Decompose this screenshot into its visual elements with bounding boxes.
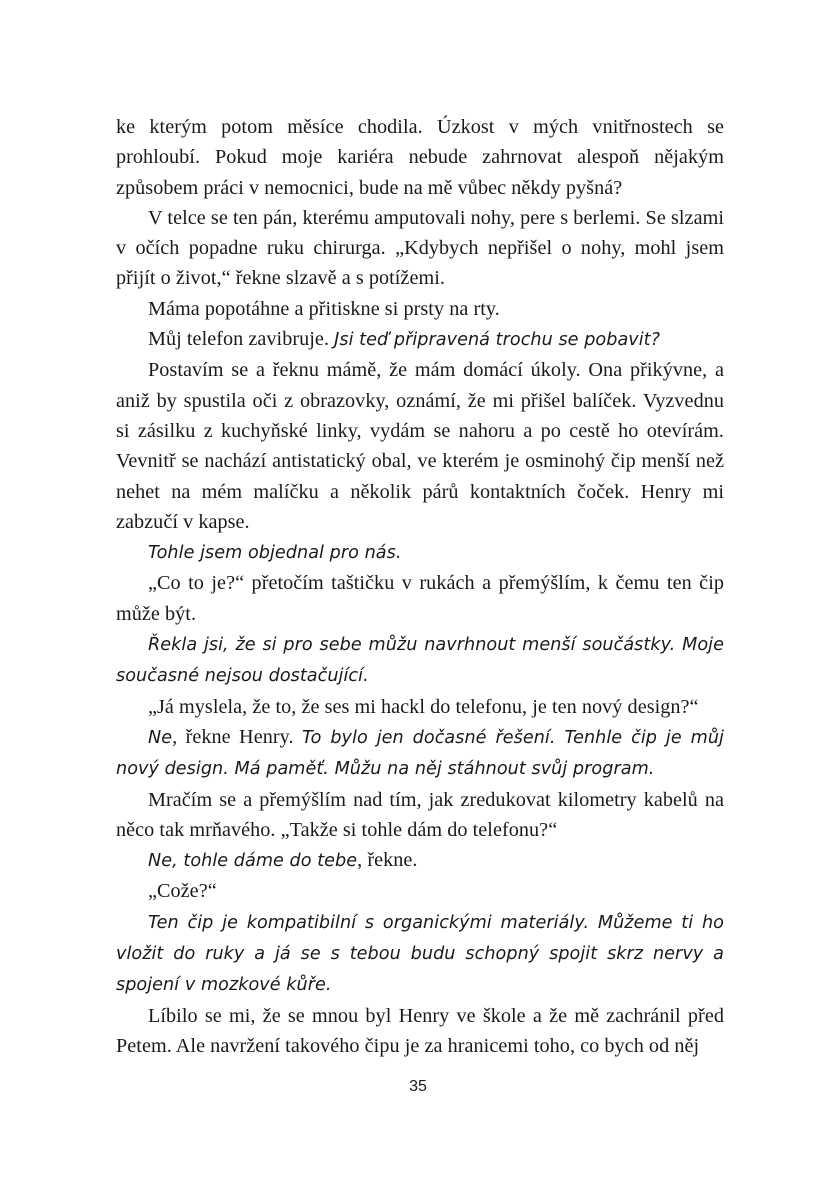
- paragraph-6: [116, 537, 724, 568]
- paragraph-13: [116, 876, 724, 906]
- paragraph-14: [116, 907, 724, 1001]
- italic-text-segment: Jsi teď připravená trochu se pobavit?: [334, 330, 661, 351]
- text-segment: Mračím se a přemýšlím nad tím, jak zredukovat kilometry kabelů na něco tak mrňavého. „Takže si tohle dám do telefonu?“: [116, 788, 724, 841]
- paragraph-1: [116, 112, 724, 203]
- text-segment: Máma popotáhne a přitiskne si prsty na rty.: [148, 297, 500, 320]
- text-segment: „Já myslela, že to, že ses mi hackl do telefonu, je ten nový design?“: [148, 695, 699, 718]
- text-segment: Můj telefon zavibruje.: [148, 328, 335, 351]
- paragraph-15: [116, 1001, 724, 1062]
- italic-text-segment: Ten čip je kompatibilní s organickými materiály. Můžeme ti ho vložit do ruky a já se s tebou budu schopný spojit skrz nervy a spojení v mozkové kůře.: [116, 912, 724, 996]
- italic-text-segment: Řekla jsi, že si pro sebe můžu navrhnout menší součástky. Moje současné nejsou dostačující.: [116, 635, 724, 687]
- paragraph-12: [116, 845, 724, 876]
- paragraph-5: [116, 355, 724, 537]
- paragraph-2: [116, 203, 724, 294]
- page-body: [116, 112, 724, 1061]
- paragraph-7: [116, 568, 724, 629]
- text-segment: Postavím se a řeknu mámě, že mám domácí úkoly. Ona přikývne, a aniž by spustila oči z obrazovky, oznámí, že mi přišel balíček. Vyzvednu si zásilku z kuchyňské linky, vydám se nahoru a po cestě ho otevírám. Vevnitř se nachází antistatický obal, ve kterém je osminohý čip menší než nehet na mém malíčku a několik párů kontaktních čoček. Henry mi zabzučí v kapse.: [116, 359, 724, 533]
- italic-text-segment: Tohle jsem objednal pro nás.: [148, 543, 402, 564]
- text-segment: „Cože?“: [148, 880, 217, 903]
- text-segment: , řekne Henry.: [172, 725, 302, 748]
- text-segment: „Co to je?“ přetočím taštičku v rukách a přemýšlím, k čemu ten čip může být.: [116, 572, 724, 625]
- paragraph-4: [116, 324, 724, 355]
- text-segment: , řekne.: [357, 849, 418, 872]
- page-number: 35: [409, 1078, 427, 1095]
- text-segment: ke kterým potom měsíce chodila. Úzkost v mých vnitřnostech se prohloubí. Pokud moje kariéra nebude zahrnovat alespoň nějakým způsobem práci v nemocnici, bude na mě vůbec někdy pyšná?: [116, 116, 724, 199]
- italic-text-segment: Ne, tohle dáme do tebe: [148, 851, 358, 872]
- italic-text-segment: Ne: [148, 727, 173, 748]
- italic-text-segment: To bylo jen dočasné řešení. Tenhle čip je můj nový design. Má paměť. Můžu na něj stáhnout svůj program.: [116, 727, 724, 780]
- paragraph-10: [116, 722, 724, 785]
- paragraph-3: [116, 294, 724, 324]
- text-segment: V telce se ten pán, kterému amputovali nohy, pere s berlemi. Se slzami v očích popadne ruku chirurga. „Kdybych nepřišel o nohy, mohl jsem přijít o život,“ řekne slzavě a s potížemi.: [116, 206, 724, 290]
- text-segment: Líbilo se mi, že se mnou byl Henry ve škole a že mě zachránil před Petem. Ale navržení takového čipu je za hranicemi toho, co bych od něj: [116, 1004, 724, 1057]
- paragraph-9: [116, 692, 724, 722]
- paragraph-11: [116, 785, 724, 846]
- paragraph-8: [116, 629, 724, 692]
